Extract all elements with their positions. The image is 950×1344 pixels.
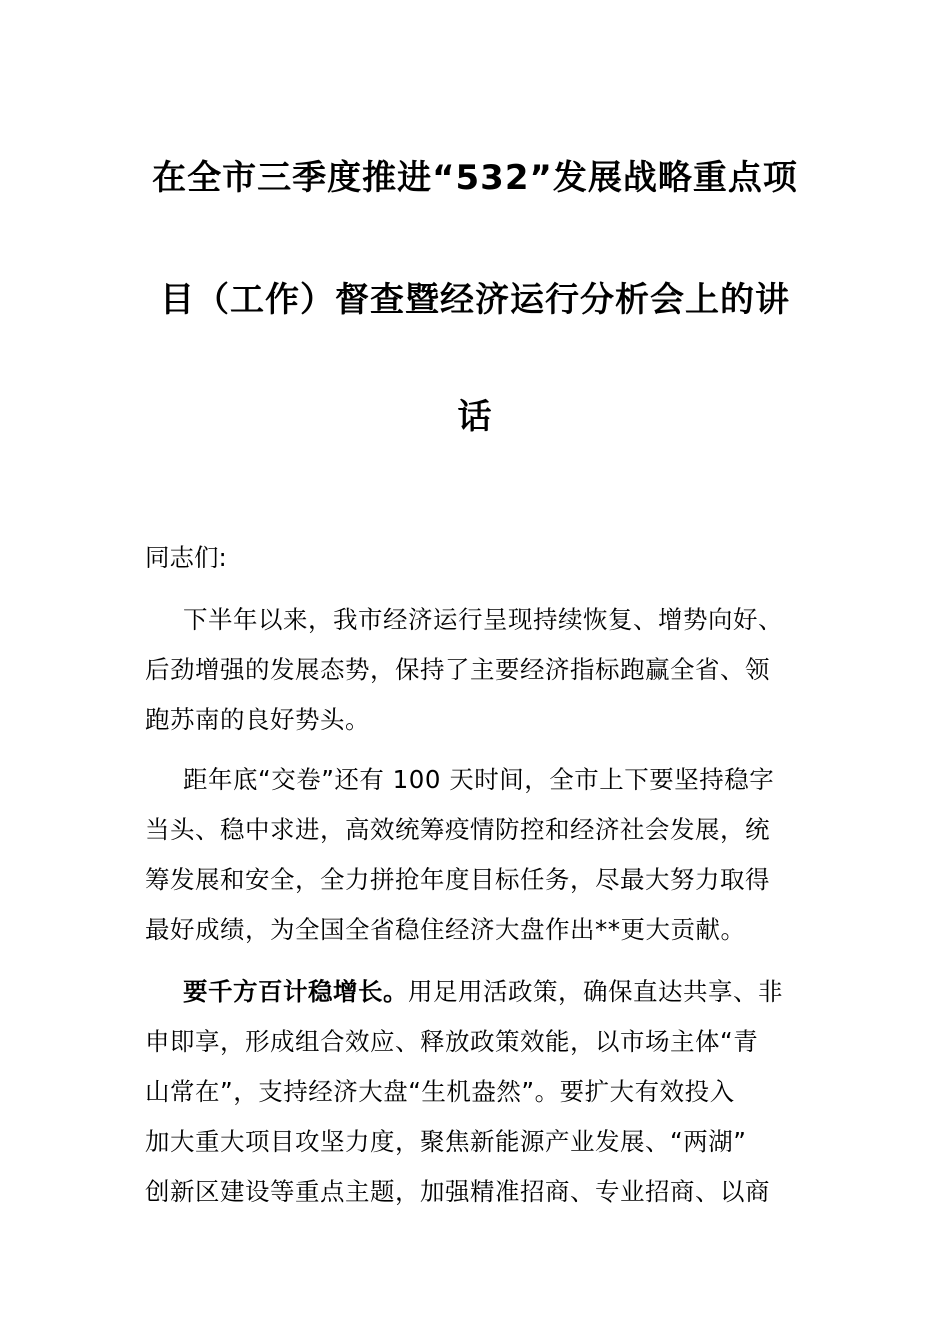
paragraph-line: 山常在”，支持经济大盘“生机盎然”。要扩大有效投入	[145, 1077, 735, 1106]
paragraph-line: 距年底“交卷”还有 100 天时间，全市上下要坚持稳字	[183, 765, 775, 794]
document-title-line-2: 目（工作）督查暨经济运行分析会上的讲	[160, 280, 790, 320]
paragraph-line	[145, 967, 805, 1017]
paragraph-bold-lead: 要千方百计稳增长。	[183, 977, 408, 1006]
paragraph-line: 加大重大项目攻坚力度，聚焦新能源产业发展、“两湖”	[145, 1127, 747, 1156]
paragraph-line: 当头、稳中求进，高效统筹疫情防控和经济社会发展，统	[145, 815, 770, 844]
paragraph-1	[145, 595, 805, 745]
paragraph-line: 下半年以来，我市经济运行呈现持续恢复、增势向好、	[183, 605, 783, 634]
paragraph-line: 后劲增强的发展态势，保持了主要经济指标跑赢全省、领	[145, 655, 770, 684]
document-title-line-3: 话	[457, 397, 493, 437]
paragraph-line: 申即享，形成组合效应、释放政策效能，以市场主体“青	[145, 1027, 759, 1056]
paragraph-line: 最好成绩，为全国全省稳住经济大盘作出**更大贡献。	[145, 915, 746, 944]
paragraph-line: 筹发展和安全，全力拼抢年度目标任务，尽最大努力取得	[145, 865, 770, 894]
paragraph-line-rest: 用足用活政策，确保直达共享、非	[408, 977, 783, 1006]
paragraph-3	[145, 967, 805, 1217]
paragraph-line: 创新区建设等重点主题，加强精准招商、专业招商、以商	[145, 1177, 770, 1206]
salutation: 同志们:	[145, 543, 227, 572]
document-title-line-1: 在全市三季度推进“532”发展战略重点项	[152, 158, 798, 198]
paragraph-line: 跑苏南的良好势头。	[145, 705, 370, 734]
paragraph-2	[145, 755, 805, 955]
